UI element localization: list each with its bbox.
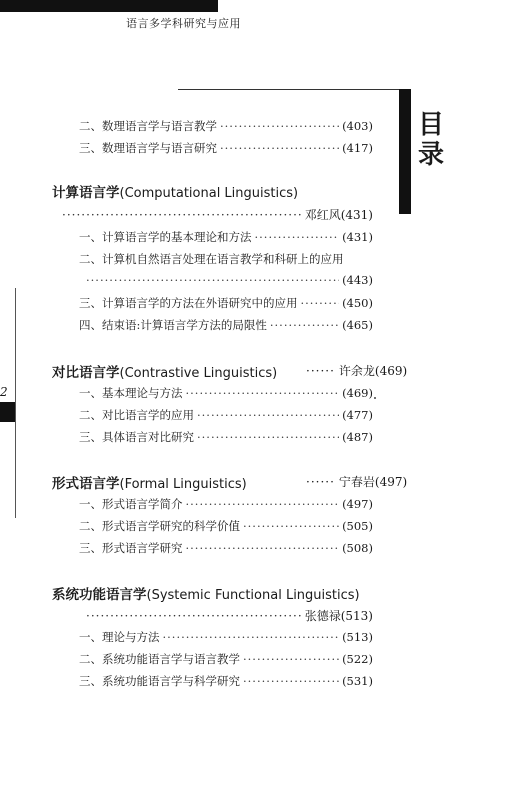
section-author-line bbox=[306, 473, 407, 490]
toc-entry-title: 二、形式语言学研究的科学价值 bbox=[79, 519, 240, 533]
toc-entry-title: 一、基本理论与方法 bbox=[79, 386, 183, 400]
toc-entry-title: 二、计算机自然语言处理在语言教学和科研上的应用 bbox=[79, 252, 344, 266]
toc-entry-title: 一、形式语言学简介 bbox=[79, 497, 183, 511]
toc-entry-title: 三、数理语言学与语言研究 bbox=[79, 141, 217, 155]
section-author-page: (497) bbox=[374, 475, 408, 489]
toc-entry[interactable] bbox=[79, 496, 373, 512]
leader-dots bbox=[86, 609, 302, 623]
toc-entry-title: 三、具体语言对比研究 bbox=[79, 430, 194, 444]
toc-entry-title: 二、系统功能语言学与语言教学 bbox=[79, 652, 240, 666]
leader-dots bbox=[197, 408, 339, 422]
leader-dots bbox=[243, 674, 339, 688]
toc-entry[interactable] bbox=[79, 651, 373, 667]
section-author-page: (431) bbox=[340, 208, 373, 222]
toc-entry-page: (469) bbox=[342, 386, 373, 400]
toc-entry-page: (497) bbox=[342, 497, 373, 511]
leader-dots bbox=[220, 141, 339, 155]
section-title-cn: 系统功能语言学 bbox=[52, 587, 147, 603]
section-author: 许余龙 bbox=[338, 364, 375, 378]
section-author-page: (469) bbox=[374, 364, 408, 378]
toc-entry[interactable] bbox=[79, 140, 373, 156]
leader-dots bbox=[301, 296, 340, 310]
toc-entry-page: (477) bbox=[342, 408, 373, 422]
toc-entry-page: (487) bbox=[342, 430, 373, 444]
toc-entry-page: (508) bbox=[342, 541, 373, 555]
leader-dots bbox=[163, 630, 340, 644]
leader-dots bbox=[243, 652, 339, 666]
toc-entry[interactable] bbox=[79, 407, 373, 423]
toc-entry-continuation bbox=[86, 273, 373, 287]
toc-entry-title: 二、对比语言学的应用 bbox=[79, 408, 194, 422]
toc-entry-title: 三、系统功能语言学与科学研究 bbox=[79, 674, 240, 688]
leader-dots bbox=[186, 541, 340, 555]
toc-entry[interactable] bbox=[79, 118, 373, 134]
toc-entry-title: 三、计算语言学的方法在外语研究中的应用 bbox=[79, 296, 298, 310]
toc-entry[interactable] bbox=[79, 518, 373, 534]
leader-dots bbox=[243, 519, 339, 533]
toc-entry[interactable] bbox=[79, 385, 373, 401]
toc-entry-page: (505) bbox=[342, 519, 373, 533]
toc-entry[interactable] bbox=[79, 673, 373, 689]
section-title-cn: 计算语言学 bbox=[52, 185, 120, 201]
toc-entry-page: (431) bbox=[342, 230, 373, 244]
section-author-line bbox=[86, 607, 373, 624]
toc-entry-title: 一、理论与方法 bbox=[79, 630, 160, 644]
section-title[interactable] bbox=[52, 361, 277, 381]
toc-entry[interactable] bbox=[79, 251, 373, 267]
section-title-en: (Formal Linguistics) bbox=[119, 477, 247, 492]
leader-dots bbox=[197, 430, 339, 444]
section-title-en: (Contrastive Linguistics) bbox=[119, 366, 278, 381]
leader-dots bbox=[86, 273, 339, 287]
section-title-en: (Computational Linguistics) bbox=[119, 186, 299, 201]
running-head: 语言多学科研究与应用 bbox=[126, 17, 241, 30]
leader-dots bbox=[220, 119, 339, 133]
toc-entry-title: 三、形式语言学研究 bbox=[79, 541, 183, 555]
section-title[interactable] bbox=[52, 181, 298, 201]
toc-entry[interactable] bbox=[79, 429, 373, 445]
leader-dots bbox=[186, 497, 340, 511]
section-title-cn: 形式语言学 bbox=[52, 476, 120, 492]
toc-entry[interactable] bbox=[79, 317, 373, 333]
toc-entry-page: (403) bbox=[342, 119, 373, 133]
toc-entry-page: (450) bbox=[342, 296, 373, 310]
leader-dots bbox=[255, 230, 340, 244]
toc-entry[interactable] bbox=[79, 295, 373, 311]
leader-dots bbox=[62, 208, 302, 222]
section-author: 邓红风 bbox=[304, 208, 341, 222]
section-author: 宁春岩 bbox=[338, 475, 375, 489]
leader-dots bbox=[186, 386, 340, 400]
contents-label-char: 录 bbox=[418, 140, 445, 170]
leader-dots bbox=[270, 318, 339, 332]
toc-entry-page: (465) bbox=[342, 318, 373, 332]
toc-entry[interactable] bbox=[79, 540, 373, 556]
contents-label-char: 目 bbox=[418, 110, 445, 140]
page-number: 2 bbox=[0, 385, 8, 399]
leader-dots: ······ bbox=[306, 475, 335, 489]
section-title-cn: 对比语言学 bbox=[52, 365, 120, 381]
section-title[interactable] bbox=[52, 472, 247, 492]
section-author: 张德禄 bbox=[304, 609, 341, 623]
toc-entry-title: 二、数理语言学与语言教学 bbox=[79, 119, 217, 133]
toc-entry-page: (522) bbox=[342, 652, 373, 666]
section-author-page: (513) bbox=[340, 609, 373, 623]
section-author-line bbox=[306, 362, 407, 379]
toc-entry-page: (443) bbox=[342, 273, 373, 287]
toc-entry-page: (513) bbox=[342, 630, 373, 644]
toc-entry[interactable] bbox=[79, 229, 373, 245]
section-title-en: (Systemic Functional Linguistics) bbox=[146, 588, 360, 603]
toc-entry-title: 一、计算语言学的基本理论和方法 bbox=[79, 230, 252, 244]
section-author-line bbox=[62, 206, 373, 223]
section-title[interactable] bbox=[52, 583, 360, 603]
toc-entry-page: (417) bbox=[342, 141, 373, 155]
toc-entry-title: 四、结束语:计算语言学方法的局限性 bbox=[79, 318, 267, 332]
toc-entry[interactable] bbox=[79, 629, 373, 645]
toc-entry-page: (531) bbox=[342, 674, 373, 688]
leader-dots: ······ bbox=[306, 364, 335, 378]
